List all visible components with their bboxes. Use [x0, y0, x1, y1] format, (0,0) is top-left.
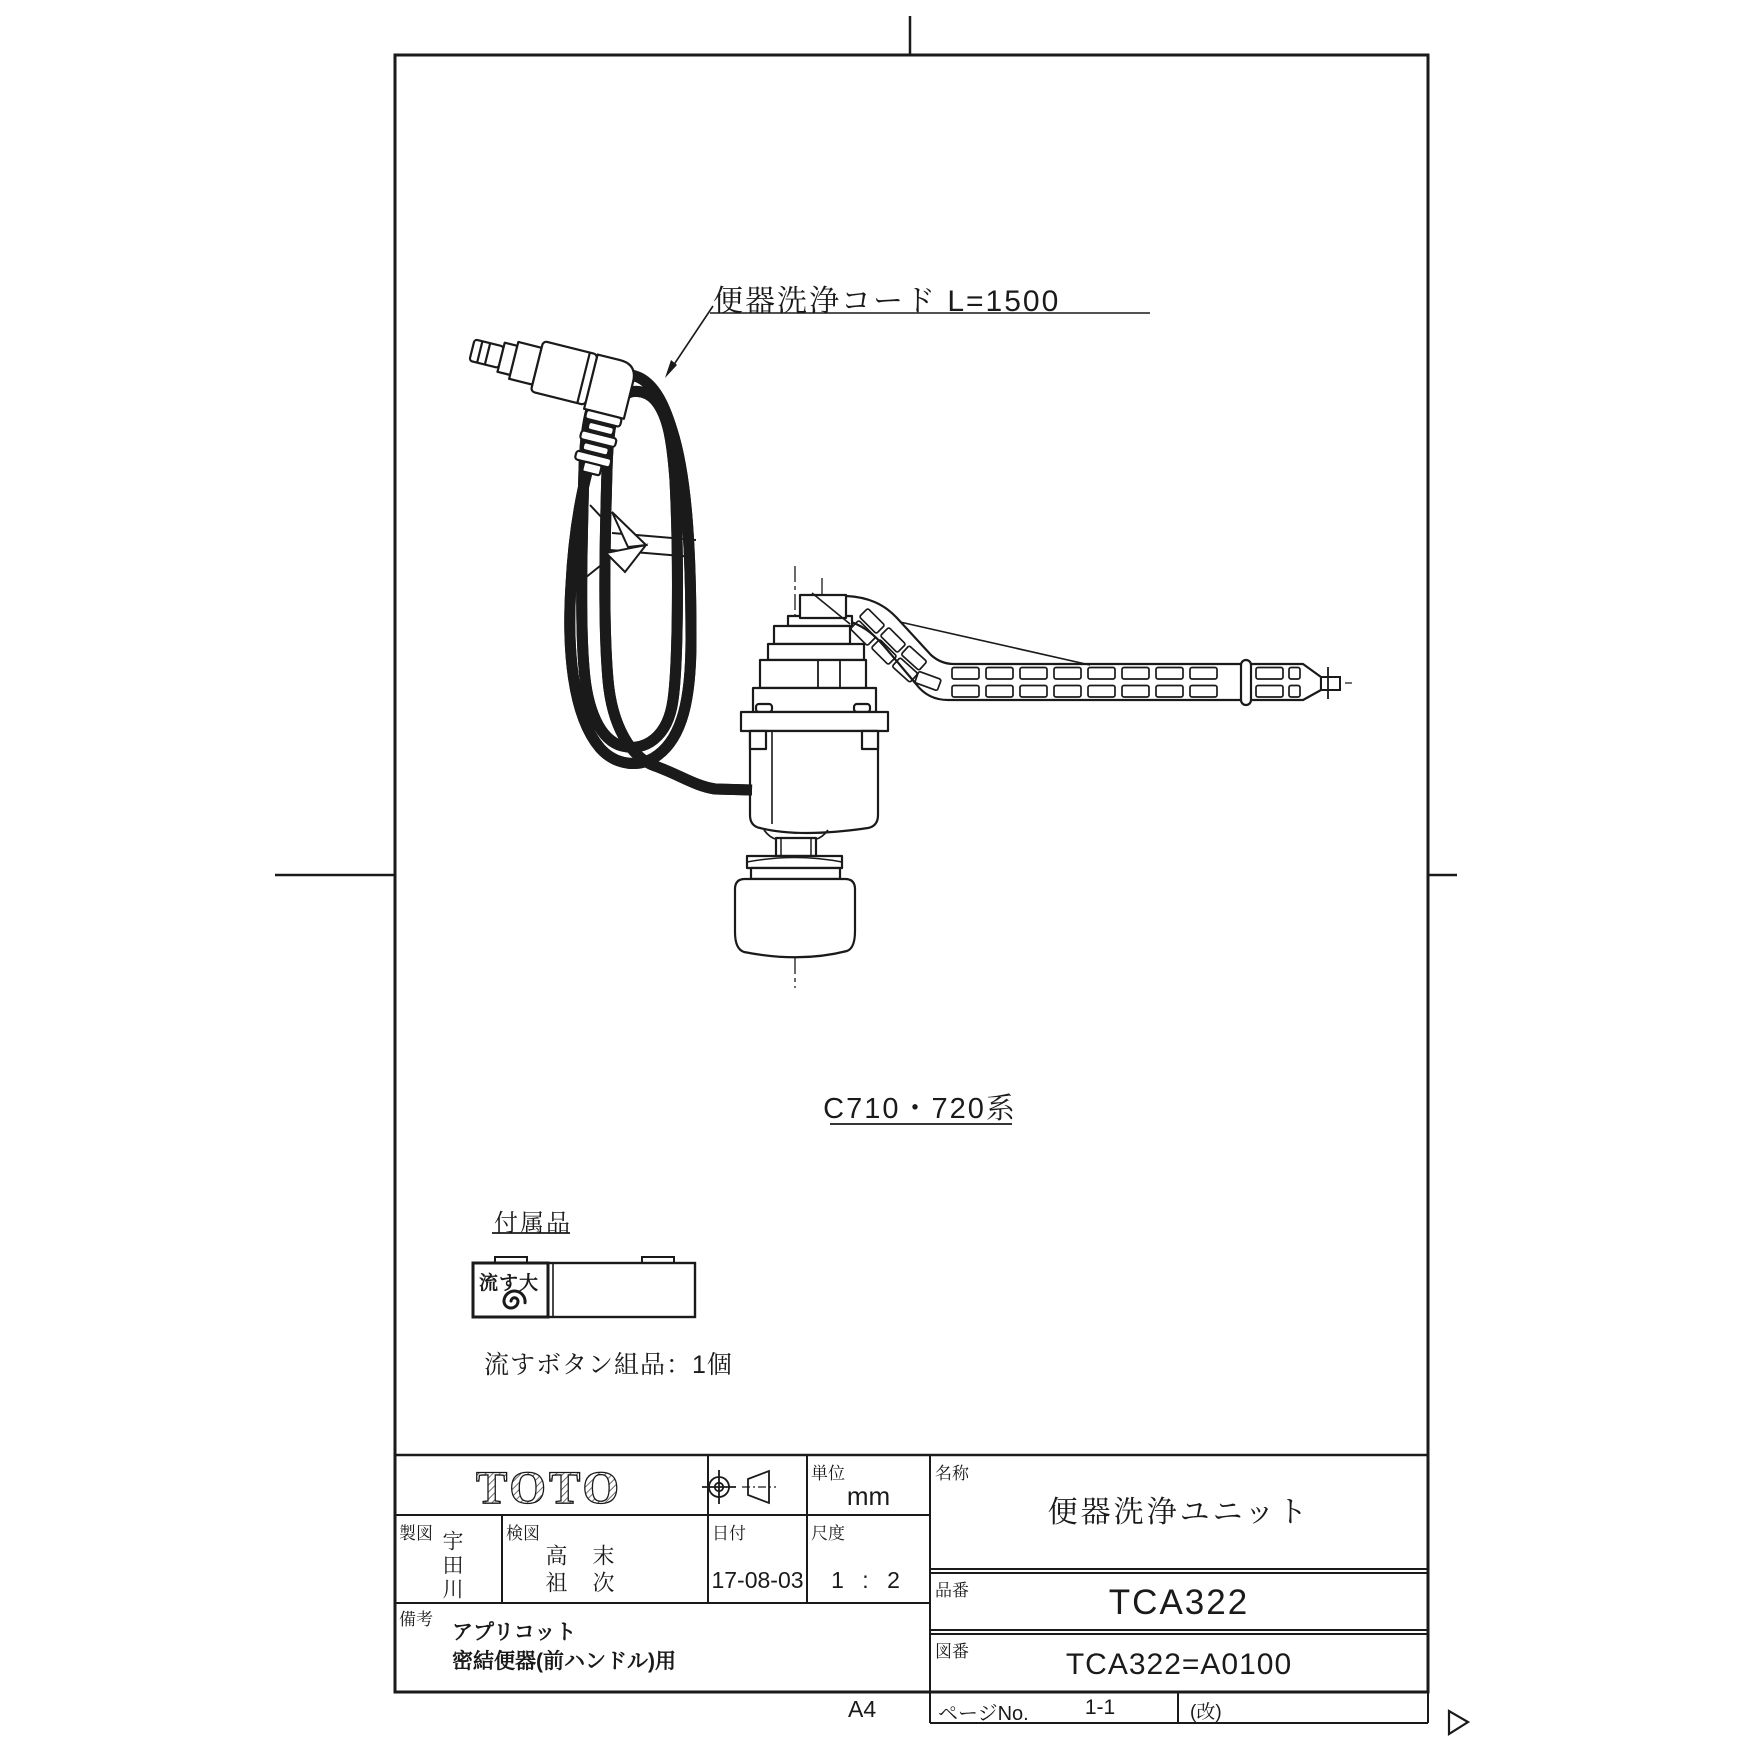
date-value: 17-08-03 [711, 1567, 804, 1593]
lever-arm-rod-tip [1321, 677, 1340, 690]
unit-value: mm [846, 1481, 891, 1511]
lever-arm [845, 596, 1340, 705]
revision-triangle-icon [1449, 1711, 1468, 1734]
part-no-value: TCA322 [1108, 1583, 1250, 1622]
accessories-heading: 付属品 [494, 1210, 572, 1237]
valve-bottom-cup [735, 879, 855, 957]
checker-name-2: 末次 [590, 1544, 615, 1598]
lever-arm-clip [1241, 660, 1251, 705]
series-label: C710・720系 [823, 1093, 1017, 1125]
flush-button-label: 流す大 [479, 1273, 540, 1294]
name-label: 名称 [935, 1464, 969, 1483]
drafter-label: 製図 [399, 1524, 433, 1543]
part-no-label: 品番 [935, 1581, 969, 1600]
sheet-frame [275, 16, 1457, 1692]
valve-flange [741, 712, 888, 731]
page-value: 1-1 [1084, 1696, 1116, 1719]
valve-hex-nut [760, 660, 866, 688]
flush-valve-unit [735, 593, 888, 957]
remarks-line-2: 密結便器(前ハンドル)用 [452, 1650, 676, 1673]
scale-value: 1 : 2 [831, 1567, 906, 1593]
drafter-name: 宇田川 [440, 1530, 463, 1602]
remarks-label: 備考 [399, 1610, 433, 1629]
unit-label: 単位 [811, 1464, 845, 1483]
paper-size: A4 [848, 1696, 877, 1722]
revision-value: (改) [1190, 1702, 1222, 1723]
accessories-caption: 流すボタン組品：1個 [484, 1351, 733, 1379]
checker-label: 検図 [506, 1524, 540, 1543]
name-value: 便器洗浄ユニット [1047, 1496, 1311, 1529]
toto-logo: TOTO [475, 1462, 623, 1514]
scale-label: 尺度 [811, 1524, 845, 1543]
valve-body [750, 731, 878, 833]
remarks-line-1: アプリコット [452, 1621, 577, 1644]
date-label: 日付 [712, 1524, 746, 1543]
page-label: ページNo. [938, 1703, 1029, 1725]
drawing-no-value: TCA322=A0100 [1065, 1648, 1293, 1681]
drawing-no-label: 図番 [935, 1642, 969, 1661]
checker-name-1: 高祖 [543, 1544, 568, 1598]
projection-symbol-icon [702, 1470, 776, 1504]
cord-label: 便器洗浄コード L=1500 [713, 285, 1061, 318]
